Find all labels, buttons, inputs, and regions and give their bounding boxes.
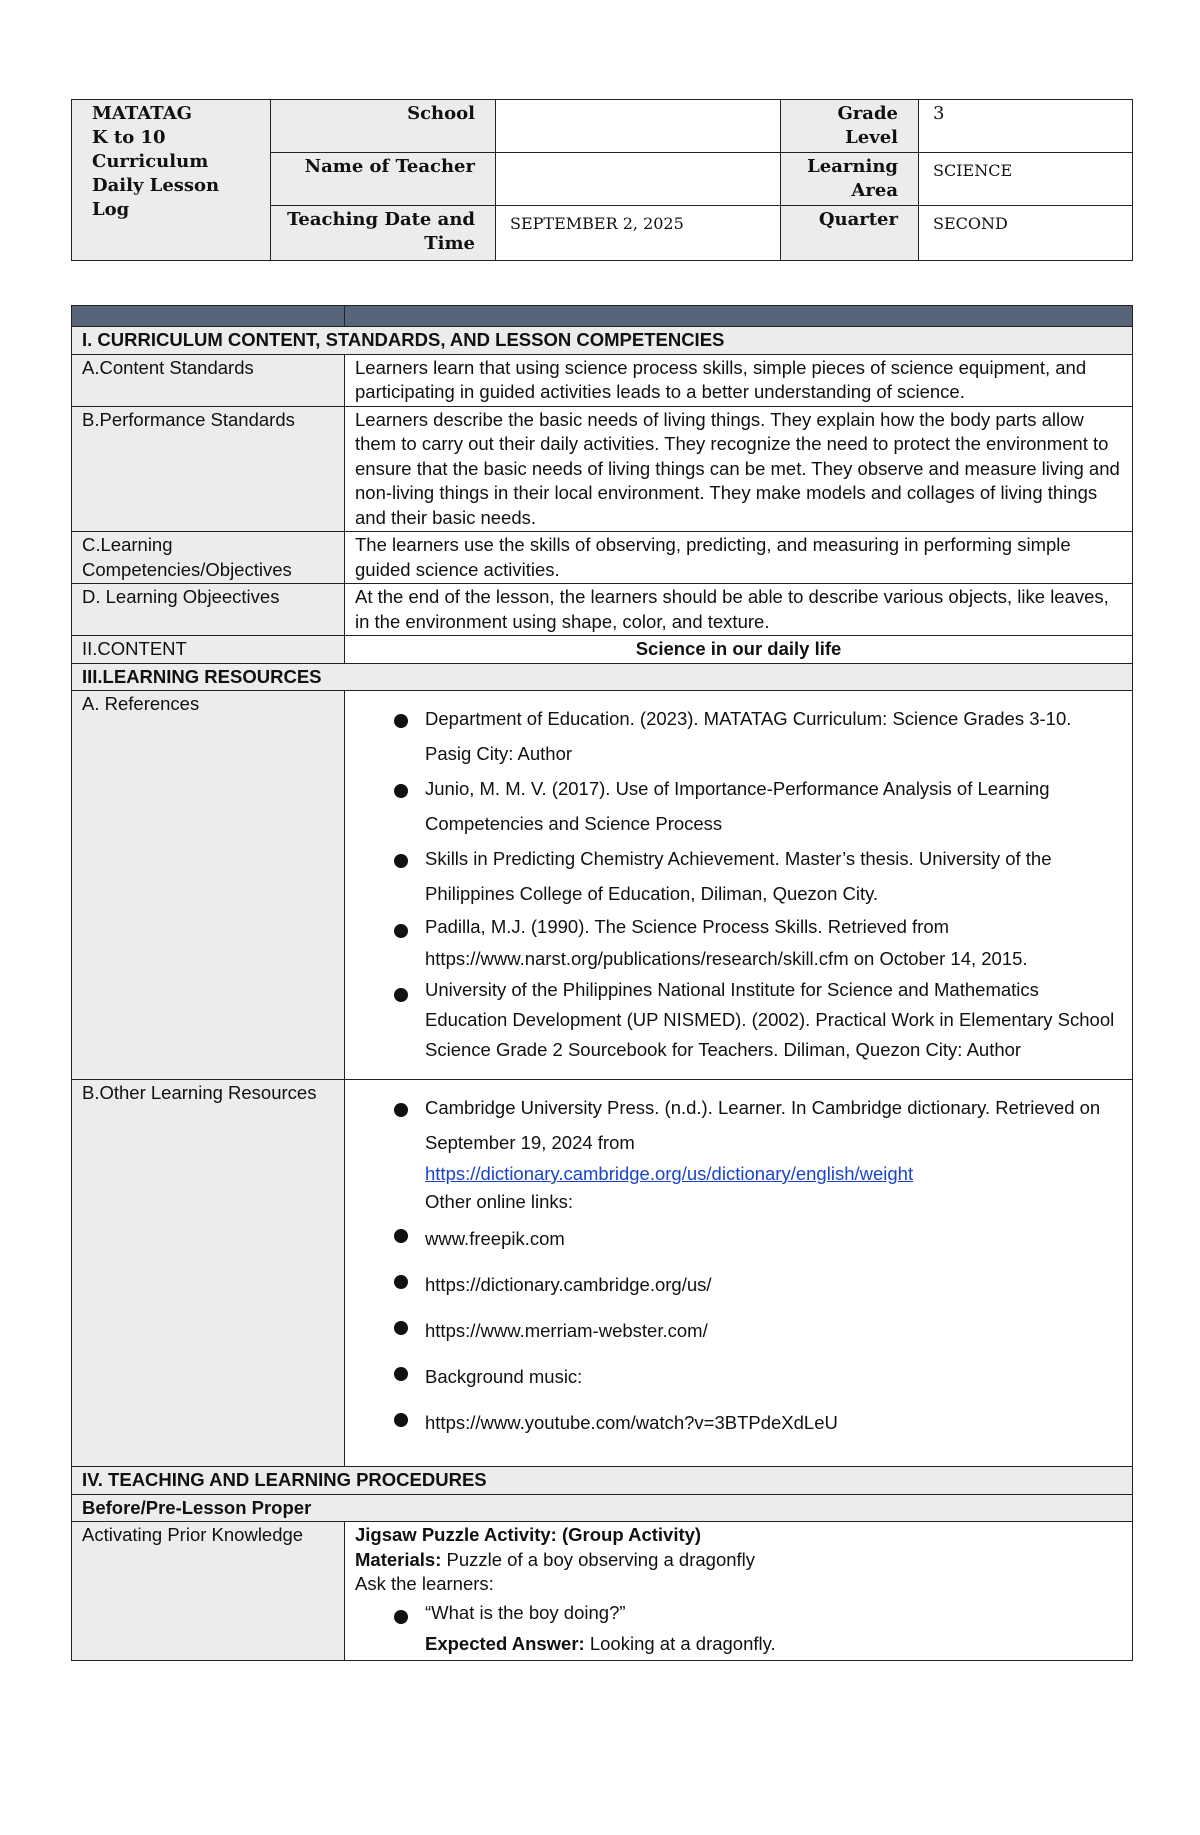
table-row <box>72 354 1133 406</box>
cambridge-citation: Cambridge University Press. (n.d.). Learner. In Cambridge dictionary. Retrieved on September 19, 2024 from <box>425 1097 1101 1153</box>
title-line-1: MATATAG <box>92 103 193 124</box>
list-item <box>355 701 1122 771</box>
list-item <box>355 911 1122 975</box>
list-item <box>355 1597 1122 1659</box>
question-list <box>355 1597 1122 1659</box>
area-label-line-2: Area <box>851 180 898 201</box>
school-value <box>496 100 781 153</box>
content-standards-label: A.Content Standards <box>72 354 345 406</box>
list-item <box>355 975 1122 1065</box>
content-standards-text: Learners learn that using science process skills, simple pieces of science equipment, and participating in guided activities leads to a better understanding of science. <box>345 354 1133 406</box>
table-row <box>72 636 1133 664</box>
table-row <box>72 406 1133 532</box>
table-header-bar <box>72 306 1133 327</box>
section-row <box>72 663 1133 691</box>
pre-lesson-subheading: Before/Pre-Lesson Proper <box>72 1494 1133 1522</box>
teacher-label: Name of Teacher <box>271 153 496 206</box>
table-row <box>72 584 1133 636</box>
ask-text: Ask the learners: <box>355 1573 494 1594</box>
learning-area-value: SCIENCE <box>919 153 1133 206</box>
expected-label: Expected Answer: <box>425 1632 585 1654</box>
reference-text: University of the Philippines National Institute for Science and Mathematics Education Development (UP NISMED). (2002). Practical Work in Elementary School Science Grade 2 Sourcebook for Teachers. Diliman, Quezon City: Author <box>425 979 1115 1060</box>
reference-text: Department of Education. (2023). MATATAG Curriculum: Science Grades 3-10. Pasig City: Author <box>425 708 1072 764</box>
cambridge-link[interactable]: https://dictionary.cambridge.org/us/dictionary/english/weight <box>425 1163 914 1184</box>
link-text: https://www.youtube.com/watch?v=3BTPdeXdLeU <box>425 1412 838 1433</box>
table-row <box>72 691 1133 1080</box>
grade-label <box>781 100 919 153</box>
other-resources-label: B.Other Learning Resources <box>72 1080 345 1467</box>
teaching-date-label <box>271 206 496 261</box>
list-item <box>355 1400 1122 1446</box>
activity-title: Jigsaw Puzzle Activity: (Group Activity) <box>355 1524 702 1545</box>
section-row <box>72 1467 1133 1495</box>
references-list <box>355 701 1122 1065</box>
materials-line <box>355 1548 1122 1573</box>
materials-label: Materials: <box>355 1548 442 1570</box>
competencies-label: C.Learning Competencies/Objectives <box>72 532 345 584</box>
section-row <box>72 327 1133 355</box>
other-links-label: Other online links: <box>425 1191 574 1212</box>
grade-label-line-2: Level <box>845 127 898 148</box>
lesson-plan-table <box>71 305 1133 1661</box>
lesson-log-title <box>72 100 271 261</box>
title-line-2: K to 10 <box>92 127 166 148</box>
area-label-line-1: Learning <box>807 156 898 177</box>
date-label-line-1: Teaching Date and <box>287 209 475 230</box>
table-row <box>72 1522 1133 1661</box>
learning-area-label <box>781 153 919 206</box>
school-label: School <box>271 100 496 153</box>
performance-standards-label: B.Performance Standards <box>72 406 345 532</box>
content-label: II.CONTENT <box>72 636 345 664</box>
objectives-label: D. Learning Objeectives <box>72 584 345 636</box>
table-row <box>72 532 1133 584</box>
grade-label-line-1: Grade <box>837 103 898 124</box>
materials-text: Puzzle of a boy observing a dragonfly <box>446 1548 756 1570</box>
activating-knowledge-cell <box>345 1522 1133 1661</box>
section-row <box>72 1494 1133 1522</box>
quarter-value: SECOND <box>919 206 1133 261</box>
references-cell <box>345 691 1133 1080</box>
other-resources-list <box>355 1090 1122 1446</box>
list-item <box>355 1354 1122 1400</box>
table-row <box>72 1080 1133 1467</box>
date-label-line-2: Time <box>424 233 475 254</box>
objectives-text: At the end of the lesson, the learners should be able to describe various objects, like leaves, in the environment using shape, color, and texture. <box>345 584 1133 636</box>
section-1-heading: I. CURRICULUM CONTENT, STANDARDS, AND LESSON COMPETENCIES <box>72 327 1133 355</box>
content-value: Science in our daily life <box>345 636 1133 664</box>
list-item <box>355 1308 1122 1354</box>
title-line-3: Curriculum <box>92 151 209 172</box>
references-label: A. References <box>72 691 345 1080</box>
link-text: www.freepik.com <box>425 1228 565 1249</box>
competencies-text: The learners use the skills of observing, predicting, and measuring in performing simple guided science activities. <box>345 532 1133 584</box>
grade-value: 3 <box>919 100 1133 153</box>
other-resources-cell <box>345 1080 1133 1467</box>
list-item <box>355 1216 1122 1262</box>
title-line-4: Daily Lesson Log <box>92 175 220 220</box>
header-table <box>71 99 1133 261</box>
reference-text: Junio, M. M. V. (2017). Use of Importance-Performance Analysis of Learning Competencies and Science Process <box>425 778 1050 834</box>
quarter-label: Quarter <box>781 206 919 261</box>
procedures-heading: IV. TEACHING AND LEARNING PROCEDURES <box>72 1467 1133 1495</box>
link-text: https://dictionary.cambridge.org/us/ <box>425 1274 712 1295</box>
question-text: “What is the boy doing?” <box>425 1601 626 1623</box>
list-item <box>355 771 1122 841</box>
performance-standards-text: Learners describe the basic needs of living things. They explain how the body parts allow them to carry out their daily activities. They recognize the need to protect the environment to ensure that the basic needs of living things can be met. They observe and measure living and non-living things in their local environment. They make models and collages of living things and their basic needs. <box>345 406 1133 532</box>
teaching-date-value: SEPTEMBER 2, 2025 <box>496 206 781 261</box>
link-text: https://www.merriam-webster.com/ <box>425 1320 708 1341</box>
link-text: Background music: <box>425 1366 583 1387</box>
reference-text: Skills in Predicting Chemistry Achievement. Master’s thesis. University of the Philippines College of Education, Diliman, Quezon City. <box>425 848 1052 904</box>
expected-text: Looking at a dragonfly. <box>589 1632 776 1654</box>
reference-text: Padilla, M.J. (1990). The Science Process Skills. Retrieved from https://www.narst.org/publications/research/skill.cfm on October 14, 2015. <box>425 916 1028 969</box>
learning-resources-heading: III.LEARNING RESOURCES <box>72 663 1133 691</box>
list-item <box>355 841 1122 911</box>
teacher-value <box>496 153 781 206</box>
list-item <box>355 1090 1122 1216</box>
list-item <box>355 1262 1122 1308</box>
activating-knowledge-label: Activating Prior Knowledge <box>72 1522 345 1661</box>
